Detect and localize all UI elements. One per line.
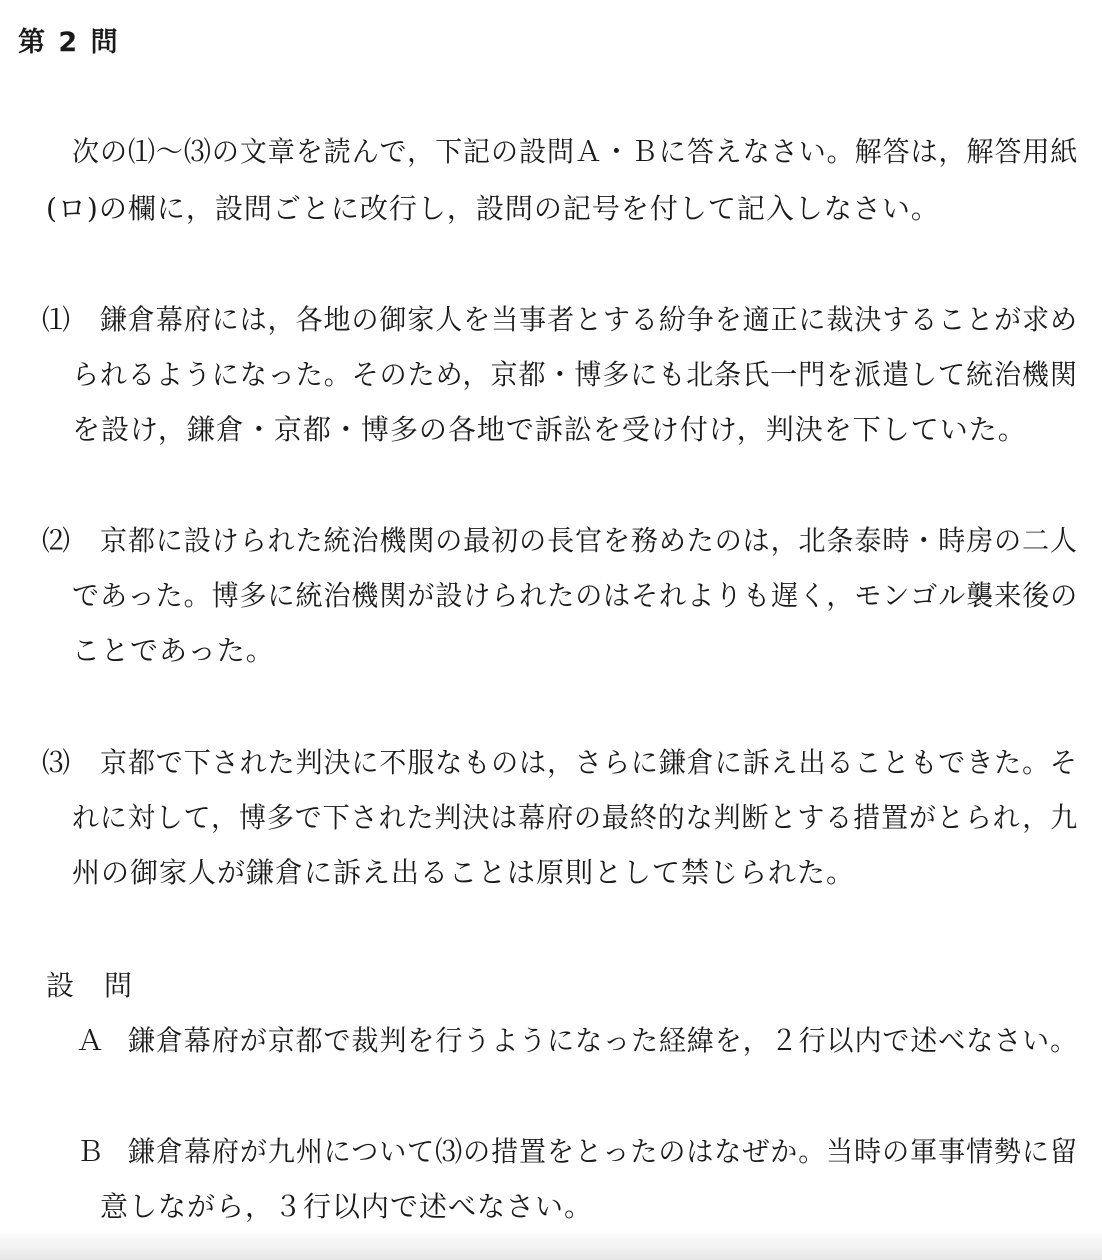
question-b-line-2: 意しながら，３行以内で述べなさい。 [100, 1190, 594, 1223]
passage-3-line-3: 州の御家人が鎌倉に訴え出ることは原則として禁じられた。 [72, 856, 856, 889]
passage-1-line-1: 鎌倉幕府には，各地の御家人を当事者とする紛争を適正に裁決することが求め [100, 303, 1078, 336]
passage-1-line-2: られるようになった。そのため，京都・博多にも北条氏一門を派遣して統治機関 [72, 358, 1078, 391]
passage-2-line-2: であった。博多に統治機関が設けられたのはそれよりも遅く，モンゴル襲来後の [72, 579, 1079, 612]
passage-3-marker: ⑶ [42, 746, 72, 779]
question-number-heading: 第 2 問 [18, 27, 120, 58]
page-bottom-edge [0, 1230, 1102, 1260]
passage-1-marker: ⑴ [42, 303, 72, 336]
question-b-line-1: 鎌倉幕府が九州について⑶の措置をとったのはなぜか。当時の軍事情勢に留 [128, 1135, 1078, 1168]
passage-3-line-2: れに対して，博多で下された判決は幕府の最終的な判断とする措置がとられ，九 [72, 801, 1079, 834]
passage-1-line-3: を設け，鎌倉・京都・博多の各地で訴訟を受け付け，判決を下していた。 [72, 413, 1027, 446]
question-a-line-1: 鎌倉幕府が京都で裁判を行うようになった経緯を，２行以内で述べなさい。 [128, 1024, 1079, 1057]
passage-2-line-3: ことであった。 [72, 634, 275, 667]
passage-2-line-1: 京都に設けられた統治機関の最初の長官を務めたのは，北条泰時・時房の二人 [100, 524, 1078, 557]
intro-line-1: 次の⑴〜⑶の文章を読んで，下記の設問Ａ・Ｂに答えなさい。解答は，解答用紙 [72, 135, 1079, 168]
question-b-letter: Ｂ [76, 1135, 106, 1168]
passage-2-marker: ⑵ [42, 524, 72, 557]
questions-label: 設 問 [46, 969, 134, 1002]
question-a-letter: Ａ [76, 1024, 106, 1057]
intro-line-2: (ロ)の欄に，設問ごとに改行し，設問の記号を付して記入しなさい。 [46, 192, 940, 225]
passage-3-line-1: 京都で下された判決に不服なものは，さらに鎌倉に訴え出ることもできた。そ [100, 746, 1078, 779]
